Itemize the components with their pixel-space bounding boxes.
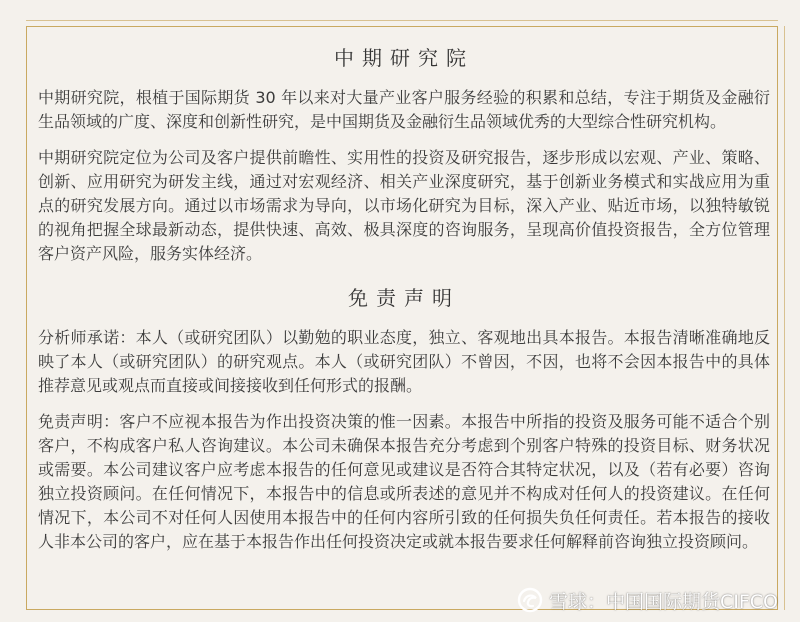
institute-paragraph-1: 中期研究院，根植于国际期货 30 年以来对大量产业客户服务经验的积累和总结，专注于期货及金融衍生品领域的广度、深度和创新性研究，是中国期货及金融衍生品领域优秀的大型综合性研究机构。 bbox=[38, 88, 770, 131]
institute-paragraph-2: 中期研究院定位为公司及客户提供前瞻性、实用性的投资及研究报告，逐步形成以宏观、产业、策略、创新、应用研究为研发主线，通过对宏观经济、相关产业深度研究，基于创新业务模式和实战应用为重点的研究发展方向。通过以市场需求为导向，以市场化研究为目标，深入产业、贴近市场，以独特敏锐的视角把握全球最新动态，提供快速、高效、极具深度的咨询服务，呈现高价值投资报告，全方位管理客户资产风险，服务实体经济。 bbox=[38, 148, 770, 263]
institute-title: 中期研究院 bbox=[334, 46, 474, 70]
disclaimer-title: 免责声明 bbox=[348, 286, 460, 310]
snowball-watermark bbox=[517, 584, 778, 616]
frame-top-line bbox=[26, 20, 778, 21]
document-content bbox=[38, 44, 770, 566]
frame-right-line bbox=[784, 26, 785, 610]
disclaimer-paragraph-2: 免责声明：客户不应视本报告为作出投资决策的惟一因素。本报告中所指的投资及服务可能不适合个别客户，不构成客户私人咨询建议。本公司未确保本报告充分考虑到个别客户特殊的投资目标、财务状况或需要。本公司建议客户应考虑本报告的任何意见或建议是否符合其特定状况，以及（若有必要）咨询独立投资顾问。在任何情况下，本报告中的信息或所表述的意见并不构成对任何人的投资建议。在任何情况下，本公司不对任何人因使用本报告中的任何内容所引致的任何损失负任何责任。若本报告的接收人非本公司的客户，应在基于本报告作出任何投资决定或就本报告要求任何解释前咨询独立投资顾问。 bbox=[38, 412, 770, 551]
watermark-text: 雪球：中国国际期货CIFCO bbox=[548, 590, 778, 613]
snowball-logo-icon bbox=[517, 587, 543, 613]
disclaimer-paragraph-1: 分析师承诺：本人（或研究团队）以勤勉的职业态度，独立、客观地出具本报告。本报告清晰准确地反映了本人（或研究团队）的研究观点。本人（或研究团队）不曾因，不因，也将不会因本报告中的具体推荐意见或观点而直接或间接接收到任何形式的报酬。 bbox=[38, 328, 770, 395]
